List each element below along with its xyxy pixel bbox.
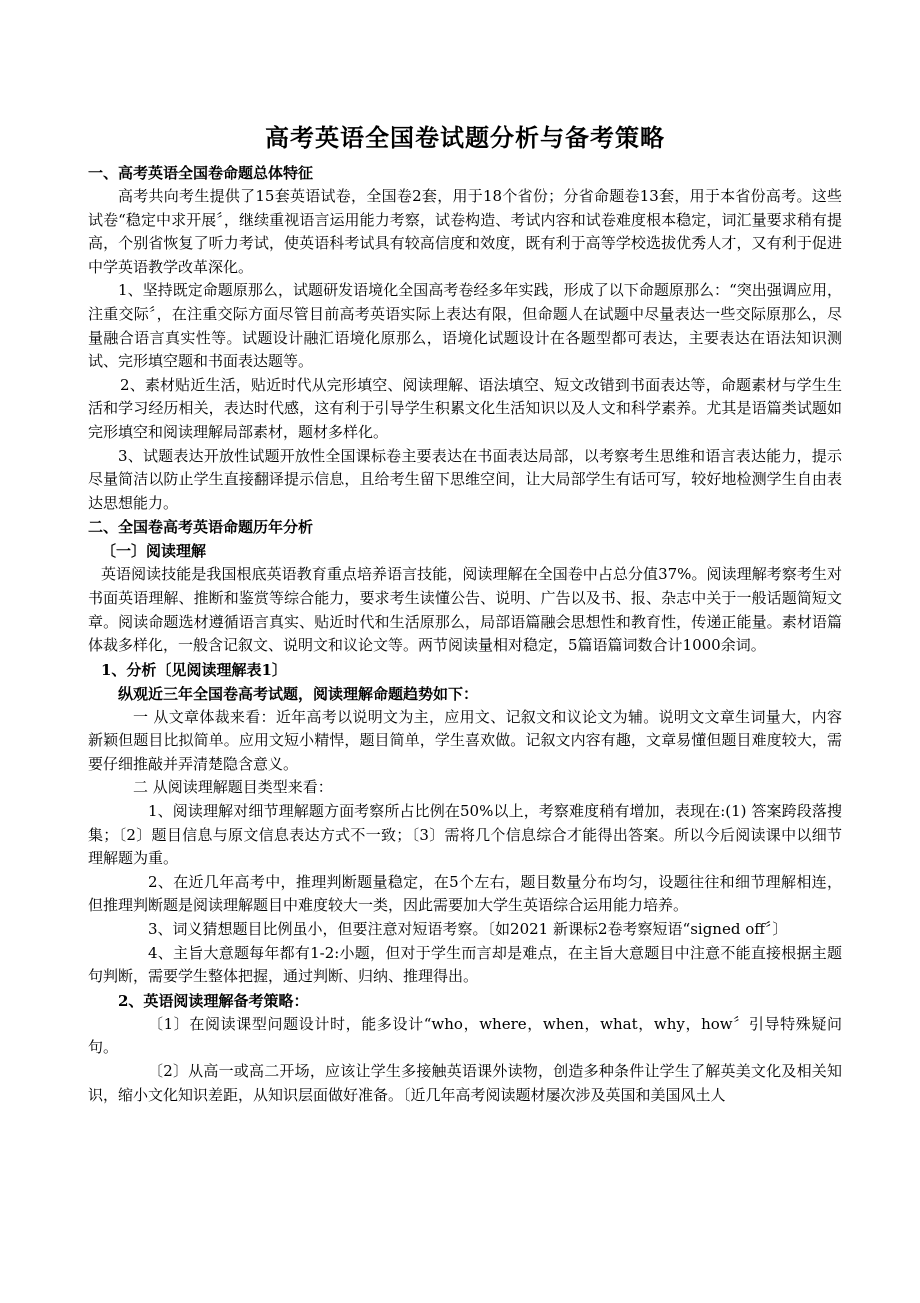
section-1-paragraph-1: 高考共向考生提供了15套英语试卷，全国卷2套，用于18个省份；分省命题卷13套，用于本省份高考。这些试卷“稳定中求开展〞，继续重视语言运用能力考察，试卷构造、考试内容和试卷难度根本稳定，词汇量要求稍有提高，个别省恢复了听力考试，使英语科考试具有较高信度和效度，既有利于高等学校选拔优秀人才，又有利于促进中学英语教学改革深化。 [88,187,842,276]
genre-paragraph: 一 从文章体裁来看：近年高考以说明文为主，应用文、记叙文和议论文为辅。说明文文章生词量大，内容新颖但题目比拟简单。应用文短小精悍，题目简单，学生喜欢做。记叙文内容有趣，文章易懂但题目难度较大，需要仔细推敲并弄清楚隐含意义。 [88,707,842,773]
section-2-heading: 二、全国卷高考英语命题历年分析 [88,518,314,537]
section-2-paragraph-1: 英语阅读技能是我国根底英语教育重点培养语言技能，阅读理解在全国卷中占总分值37%。阅读理解考察考生对书面英语理解、推断和鉴赏等综合能力，要求考生读懂公告、说明、广告以及书、报、杂志中关于一般话题简短文章。阅读命题选材遵循语言真实、贴近时代和生活原那么，局部语篇融会思想性和教育性，传递正能量。素材语篇体裁多样化，一般含记叙文、说明文和议论文等。两节阅读量相对稳定，5篇语篇词数合计1000余词。 [88,565,842,655]
document-page [88,118,842,1107]
trend-heading: 纵观近三年全国卷高考试题，阅读理解命题趋势如下： [118,684,479,703]
strategy-item-1: 〔1〕在阅读课型问题设计时，能多设计“who，where，when，what，why，how〞引导特殊疑问句。 [88,1014,842,1057]
section-1-paragraph-4: 3、试题表达开放性试题开放性全国课标卷主要表达在书面表达局部，以考察考生思维和语言表达能力，提示尽量简洁以防止学生直接翻译提示信息，且给考生留下思维空间，让大局部学生有话可写，较好地检测学生自由表达思想能力。 [88,446,842,512]
analysis-heading: 1、分析〔见阅读理解表1〕 [101,660,287,679]
strategy-item-2: 〔2〕从高一或高二开场，应该让学生多接触英语课外读物，创造多种条件让学生了解英美文化及相关知识，缩小文化知识差距，从知识层面做好准备。〔近几年高考阅读题材屡次涉及英国和美国风土人 [88,1062,842,1104]
subsection-reading-heading: 〔一〕阅读理解 [101,542,207,561]
question-type-heading: 二 从阅读理解题目类型来看： [133,778,333,797]
question-type-item-3: 3、词义猜想题目比例虽小，但要注意对短语考察。〔如2021 新课标2卷考察短语“signed off〞〕 [148,920,788,939]
section-1-paragraph-3: 2、素材贴近生活，贴近时代从完形填空、阅读理解、语法填空、短文改错到书面表达等，命题素材与学生生活和学习经历相关，表达时代感，这有利于引导学生积累文化生活知识以及人文和科学素养。尤其是语篇类试题如完形填空和阅读理解局部素材，题材多样化。 [88,375,842,441]
question-type-item-2: 2、在近几年高考中，推理判断题量稳定，在5个左右，题目数量分布均匀，设题往往和细节理解相连，但推理判断题是阅读理解题目中难度较大一类，因此需要加大学生英语综合运用能力培养。 [88,872,842,915]
strategy-heading: 2、英语阅读理解备考策略： [118,991,309,1010]
document-title: 高考英语全国卷试题分析与备考策略 [265,123,665,152]
question-type-item-1: 1、阅读理解对细节理解题方面考察所占比例在50%以上，考察难度稍有增加，表现在:(1) 答案跨段落搜集；〔2〕题目信息与原文信息表达方式不一致；〔3〕需将几个信息综合才能得出答案。所以今后阅读课中以细节理解题为重。 [88,802,842,868]
question-type-item-4: 4、主旨大意题每年都有1-2:小题，但对于学生而言却是难点，在主旨大意题目中注意不能直接根据主题句判断，需要学生整体把握，通过判断、归纳、推理得出。 [88,943,842,986]
section-1-paragraph-2: 1、坚持既定命题原那么，试题研发语境化全国高考卷经多年实践，形成了以下命题原那么：“突出强调应用，注重交际〞，在注重交际方面尽管目前高考英语实际上表达有限，但命题人在试题中尽量表达一些交际原那么，尽量融合语言真实性等。试题设计融汇语境化原那么，语境化试题设计在各题型都可表达，主要表达在语法知识测试、完形填空题和书面表达题等。 [88,281,842,371]
section-1-heading: 一、高考英语全国卷命题总体特征 [88,164,314,182]
